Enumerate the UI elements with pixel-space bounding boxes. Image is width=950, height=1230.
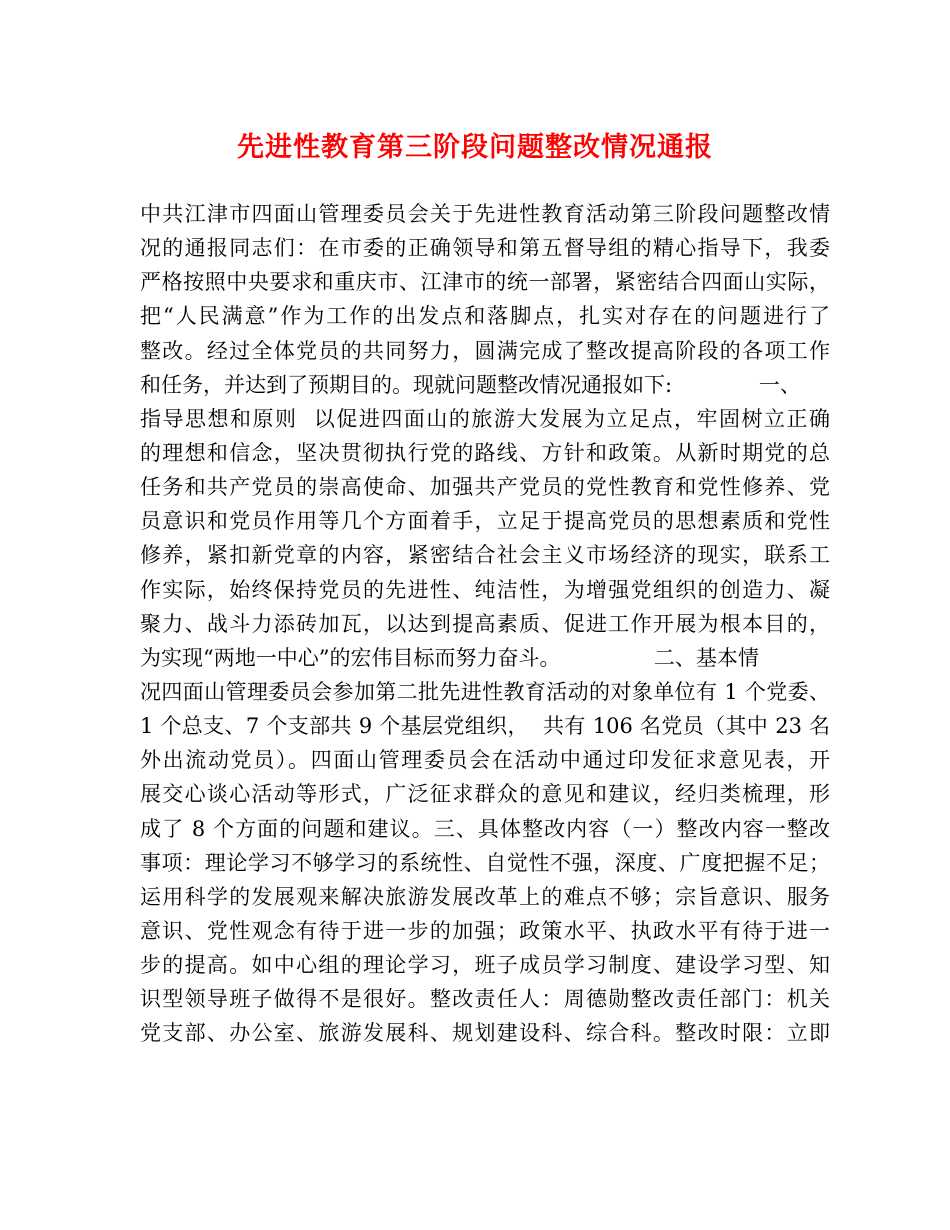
body-line: 外出流动党员）。四面山管理委员会在活动中通过印发征求意见表，开 — [140, 748, 830, 773]
body-line: 严格按照中央要求和重庆市、江津市的统一部署，紧密结合四面山实际， — [140, 270, 830, 295]
document-body — [140, 197, 830, 1051]
body-line: 和任务，并达到了预期目的。现就问题整改情况通报如下: 一、 — [140, 372, 801, 397]
body-line: 为实现“两地一中心”的宏伟目标而努力奋斗。 二、基本情 — [140, 645, 759, 670]
body-line: 聚力、战斗力添砖加瓦，以达到提高素质、促进工作开展为根本目的， — [140, 611, 830, 636]
body-line: 整改。经过全体党员的共同努力，圆满完成了整改提高阶段的各项工作 — [140, 338, 830, 363]
body-line: 况四面山管理委员会参加第二批先进性教育活动的对象单位有 1 个党委、 — [140, 679, 830, 704]
body-line: 意识、党性观念有待于进一步的加强；政策水平、执政水平有待于进一 — [140, 918, 830, 943]
body-line: 识型领导班子做得不是很好。整改责任人：周德勋整改责任部门：机关 — [140, 987, 830, 1012]
body-line: 任务和共产党员的崇高使命、加强共产党员的党性教育和党性修养、党 — [140, 475, 830, 500]
body-line: 的理想和信念，坚决贯彻执行党的路线、方针和政策。从新时期党的总 — [140, 440, 830, 465]
body-line: 作实际，始终保持党员的先进性、纯洁性，为增强党组织的创造力、凝 — [140, 577, 830, 602]
body-line: 党支部、办公室、旅游发展科、规划建设科、综合科。整改时限：立即 — [140, 1021, 830, 1046]
body-line: 况的通报同志们：在市委的正确领导和第五督导组的精心指导下，我委 — [140, 236, 830, 261]
body-line: 运用科学的发展观来解决旅游发展改革上的难点不够；宗旨意识、服务 — [140, 884, 830, 909]
body-line: 员意识和党员作用等几个方面着手，立足于提高党员的思想素质和党性 — [140, 509, 830, 534]
body-line: 步的提高。如中心组的理论学习，班子成员学习制度、建设学习型、知 — [140, 953, 830, 978]
body-line: 展交心谈心活动等形式，广泛征求群众的意见和建议，经归类梳理，形 — [140, 782, 830, 807]
body-line: 1 个总支、7 个支部共 9 个基层党组织， 共有 106 名党员（其中 23 名 — [140, 714, 830, 739]
body-line: 修养，紧扣新党章的内容，紧密结合社会主义市场经济的现实，联系工 — [140, 543, 830, 568]
document-title: 先进性教育第三阶段问题整改情况通报 — [237, 132, 713, 163]
body-line: 成了 8 个方面的问题和建议。三、具体整改内容（一）整改内容一整改 — [140, 816, 830, 841]
body-line: 中共江津市四面山管理委员会关于先进性教育活动第三阶段问题整改情 — [140, 202, 830, 226]
body-line: 把“人民满意”作为工作的出发点和落脚点，扎实对存在的问题进行了 — [140, 304, 830, 329]
body-line: 指导思想和原则 以促进四面山的旅游大发展为立足点，牢固树立正确 — [140, 406, 830, 431]
body-line: 事项：理论学习不够学习的系统性、自觉性不强，深度、广度把握不足； — [140, 850, 830, 875]
